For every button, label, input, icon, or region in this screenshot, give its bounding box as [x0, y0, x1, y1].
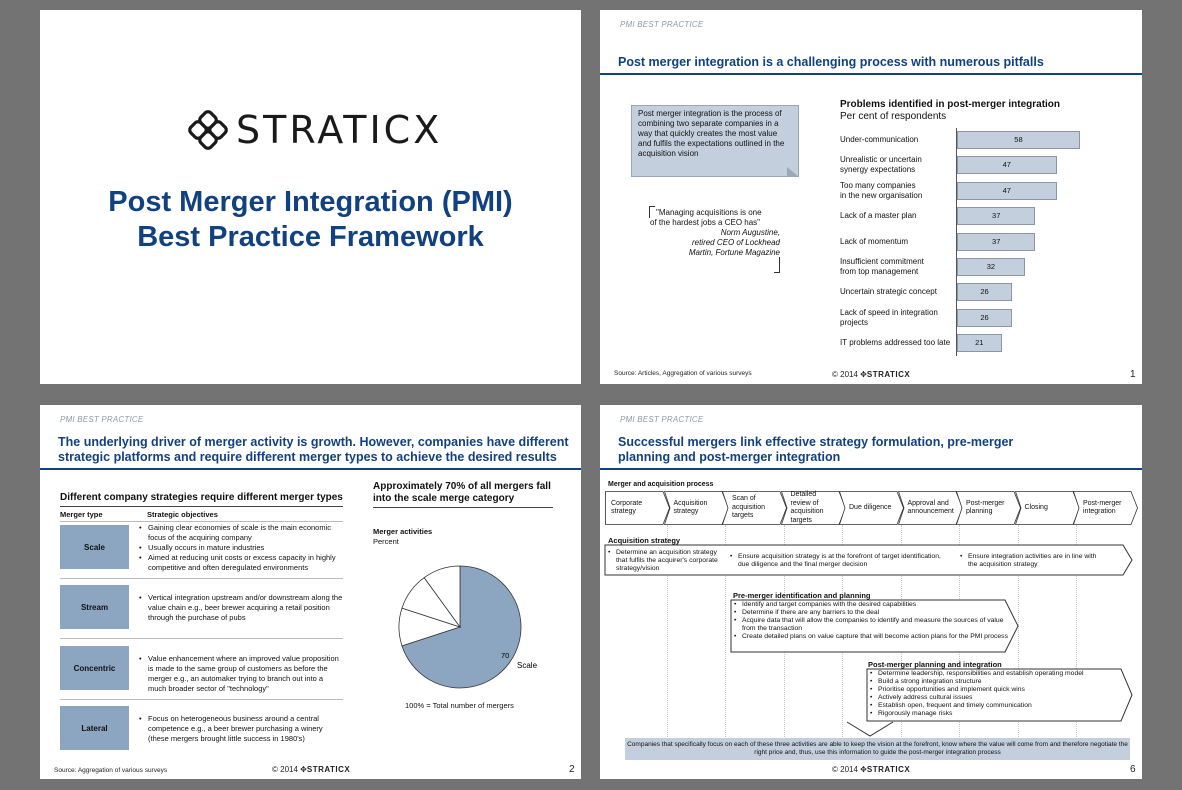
process-step-label — [1083, 491, 1132, 525]
bar-value: 26 — [980, 287, 989, 297]
page-number: 1 — [1130, 369, 1136, 380]
post-item: • Actively address cultural issues — [868, 694, 1118, 702]
process-step-line: targets — [790, 516, 812, 524]
bar-label-line: Insufficient commitment — [840, 257, 924, 266]
acquisition-strategy-label: Acquisition strategy — [608, 536, 681, 545]
title-rule — [600, 73, 1142, 75]
copyright — [832, 370, 910, 379]
process-step-line: integration — [1083, 508, 1116, 515]
copyright-text: © 2014 — [832, 370, 858, 379]
process-step-line: Closing — [1024, 503, 1048, 511]
bar-value: 32 — [986, 262, 996, 271]
process-step-line: planning — [966, 508, 993, 515]
copyright — [832, 765, 910, 774]
bar-value: 26 — [980, 312, 989, 322]
process-step-line: strategy — [673, 508, 699, 515]
scale-heading — [373, 481, 551, 505]
header-divider — [60, 521, 343, 522]
slide-title: Post merger integration is a challenging process with numerous pitfalls — [618, 55, 1044, 69]
source-note: Source: Aggregation of various surveys — [54, 767, 168, 774]
objectives-list — [138, 654, 343, 694]
quote-source: Martin, Fortune Magazine — [688, 248, 780, 257]
bar-label-line: Unrealistic or uncertain — [840, 155, 922, 165]
ceo-quote — [650, 208, 780, 258]
quote-line-2: of the hardest jobs a CEO has" — [650, 218, 761, 227]
quote-close-bracket — [774, 257, 780, 273]
summary-banner: Companies that specifically focus on each of these three activities are able to keep the vision at the forefront, know where the value will come from and therefore negotiate the right price and, thus, use this information to guide the post-merger integration process — [625, 738, 1130, 760]
row-divider — [60, 638, 343, 639]
pie-value-label: 70 — [501, 651, 510, 660]
objective-item: • Vertical integration upstream and/or downstream along the value chain e.g., beer brewer acquiring a retail position through the purchase of pubs — [138, 593, 343, 623]
bar-label — [840, 211, 916, 221]
title-slide — [40, 10, 581, 384]
process-step-line: Post-merger — [966, 499, 1005, 507]
process-step-line: Approval and — [907, 499, 949, 507]
bar-label-line: projects — [840, 317, 869, 327]
small-knot-icon: ✥ — [300, 765, 307, 774]
scale-rule — [373, 507, 553, 508]
title-line-1: The underlying driver of merger activity is growth. However, companies have different — [58, 435, 569, 449]
title-line-1: Successful mergers link effective strategy formulation, pre-merger — [618, 435, 1014, 449]
scale-heading-line-1: Approximately 70% of all mergers fall — [373, 481, 551, 492]
title-rule — [40, 468, 581, 470]
pie-title: Merger activities — [373, 527, 433, 536]
post-item: • Rigorously manage risks — [868, 710, 1118, 718]
process-step-line: acquisition — [790, 508, 824, 515]
scale-heading-line-2: into the scale merge category — [373, 493, 515, 504]
bar-label-line: synergy expectations — [840, 165, 916, 175]
pre-merger-label: Pre-merger identification and planning — [733, 591, 871, 600]
bar-label-line: Lack of momentum — [840, 236, 909, 246]
small-knot-icon: ✥ — [860, 370, 867, 379]
process-step-label — [966, 491, 1015, 525]
process-step-line: acquisition — [732, 503, 766, 511]
section-tag: PMI BEST PRACTICE — [620, 415, 704, 424]
process-label: Merger and acquisition process — [608, 481, 714, 488]
process-step-label — [908, 491, 957, 525]
pitfalls-slide — [600, 10, 1142, 384]
bar-label — [840, 181, 922, 201]
row-divider — [60, 699, 343, 700]
mergers-slide — [600, 405, 1142, 779]
quote-role: retired CEO of Lockhead — [691, 238, 780, 247]
pre-item: • Create detailed plans on value capture that will become action plans for the PMI process — [732, 633, 1017, 641]
copyright-text: © 2014 — [272, 765, 298, 774]
title-line-2: Best Practice Framework — [137, 221, 484, 253]
pie-footnote: 100% = Total number of mergers — [405, 701, 514, 710]
bar-value: 47 — [1002, 185, 1011, 195]
post-merger-label: Post-merger planning and integration — [868, 660, 1002, 669]
presentation-title — [40, 185, 581, 255]
logo-wordmark: STRATICX — [236, 108, 443, 152]
strategies-heading: Different company strategies require different merger types — [60, 492, 343, 503]
process-step-line: Detailed — [790, 491, 817, 498]
process-step-line: Acquisition — [673, 499, 708, 507]
section-tag: PMI BEST PRACTICE — [60, 415, 144, 424]
chart-subtitle: Per cent of respondents — [840, 111, 947, 122]
objectives-list — [138, 714, 343, 744]
bar-label — [840, 257, 924, 277]
merger-type-lateral: Lateral — [60, 706, 129, 750]
process-step-label — [611, 491, 660, 525]
banner-pointer-icon — [845, 720, 895, 738]
chart-title: Problems identified in post-merger integration — [840, 99, 1061, 110]
objective-item: • Focus on heterogeneous business around a central competence e.g., a beer brewer purchasing a winery (these mergers brought little success in 1980's) — [138, 714, 343, 744]
process-step-line: review of — [790, 499, 819, 507]
footer-logo: STRATICX — [306, 765, 351, 774]
process-step-label — [674, 491, 723, 525]
title-line-2: strategic platforms and require different merger types to achieve the desired results — [58, 450, 557, 464]
merger-pie-chart — [380, 555, 540, 695]
row-divider — [60, 578, 343, 579]
pie-subtitle: Percent — [373, 537, 399, 546]
post-item: • Determine leadership, responsibilities and establish operating model — [868, 670, 1118, 678]
process-step-line: targets — [732, 512, 754, 520]
bar-label — [840, 135, 918, 145]
slide-title — [58, 435, 569, 465]
objective-item: • Usually occurs in mature industries — [138, 543, 343, 553]
bar-label-line: Under-communication — [840, 135, 919, 144]
bar-label-line: Uncertain strategic concept — [840, 287, 937, 297]
process-step-line: Scan of — [732, 495, 756, 503]
bar-label-line: Too many companies — [840, 180, 916, 190]
page-number: 2 — [569, 764, 575, 775]
definition-note: Post merger integration is the process of combining two separate companies in a way that quickly creates the most value and fulfils the expectations outlined in the acquisition vision — [631, 105, 799, 177]
footer-logo: STRATICX — [866, 370, 911, 379]
copyright — [272, 765, 350, 774]
bar-label — [840, 287, 937, 297]
bar-label-line: Lack of a master plan — [840, 211, 917, 221]
pre-item: • Determine if there are any barriers to the deal — [732, 609, 1017, 617]
small-knot-icon: ✥ — [860, 765, 867, 774]
straticx-knot-icon — [188, 110, 228, 150]
bar-label — [840, 308, 938, 328]
post-item: • Establish open, frequent and timely communication — [868, 702, 1118, 710]
copyright-text: © 2014 — [832, 765, 858, 774]
pre-item: • Acquire data that will allow the companies to identify and measure the sources of value from the transaction — [732, 617, 1017, 633]
bar-value: 37 — [992, 236, 1001, 246]
slide-title — [618, 435, 1013, 465]
bar-value: 58 — [1014, 135, 1023, 144]
objective-item: • Aimed at reducing unit costs or excess capacity in highly competitive and often deregulated environments — [138, 553, 343, 573]
bar-value: 37 — [992, 211, 1001, 221]
bar-label — [840, 155, 922, 175]
section-tag: PMI BEST PRACTICE — [620, 20, 704, 29]
objectives-list — [138, 523, 343, 573]
growth-slide — [40, 405, 581, 779]
straticx-logo — [188, 108, 442, 152]
title-line-1: Post Merger Integration (PMI) — [108, 186, 513, 218]
merger-type-stream: Stream — [60, 585, 129, 629]
process-step-line: strategy — [611, 508, 636, 515]
process-step-line: Corporate — [611, 499, 643, 507]
process-step-label — [1025, 491, 1074, 525]
post-item: • Build a strong integration structure — [868, 678, 1118, 686]
process-step-line: announcement — [907, 508, 954, 515]
bar-label-line: from top management — [840, 267, 919, 276]
merger-type-scale: Scale — [60, 525, 129, 569]
bar-label-line: in the new organisation — [840, 190, 923, 200]
footer-logo: STRATICX — [866, 765, 911, 774]
bar-value: 47 — [1002, 160, 1011, 170]
pre-item: • Identify and target companies with the desired capabilities — [732, 601, 1017, 609]
objective-item: • Gaining clear economies of scale is the main economic focus of the acquiring company — [138, 523, 343, 543]
pre-merger-items — [732, 601, 1017, 641]
bar-label-line: Lack of speed in integration — [840, 307, 938, 317]
bar-label — [840, 237, 908, 247]
post-item: • Prioritise opportunities and implement quick wins — [868, 686, 1118, 694]
bar-value: 21 — [975, 338, 984, 348]
post-merger-items — [868, 670, 1118, 718]
acq-item-1: • Determine an acquisition strategy that fulfils the acquirer's corporate strategy/vision — [606, 549, 724, 573]
pie-category-label: Scale — [517, 661, 538, 670]
objective-item: • Value enhancement where an improved value proposition is made to the same group of customers as before the merger e.g., an automaker trying to branch out into a much broader sector of "technology" — [138, 654, 343, 694]
acq-item-3: • Ensure integration activities are in line with the acquisition strategy — [958, 553, 1098, 569]
title-line-2: planning and post-merger integration — [618, 450, 841, 464]
page-number: 6 — [1130, 764, 1136, 775]
merger-type-concentric: Concentric — [60, 646, 129, 690]
bar-label-line: IT problems addressed too late — [840, 338, 951, 348]
quote-author: Norm Augustine, — [720, 228, 780, 237]
source-note: Source: Articles, Aggregation of various surveys — [614, 370, 752, 377]
process-step-line: Due diligence — [849, 503, 892, 511]
process-step-label — [791, 491, 840, 525]
bar-label — [840, 338, 950, 348]
title-rule — [600, 468, 1142, 470]
acq-item-2: • Ensure acquisition strategy is at the forefront of target identification, due diligence and the final merger decision — [728, 553, 953, 569]
process-step-label — [732, 491, 781, 525]
process-step-label — [849, 491, 898, 525]
objectives-header: Strategic objectives — [147, 510, 218, 519]
objectives-list — [138, 593, 343, 623]
process-step-line: Post-merger — [1083, 499, 1122, 507]
merger-type-header: Merger type — [60, 510, 103, 519]
strategies-rule — [60, 506, 343, 507]
quote-line-1: "Managing acquisitions is one — [656, 208, 762, 217]
